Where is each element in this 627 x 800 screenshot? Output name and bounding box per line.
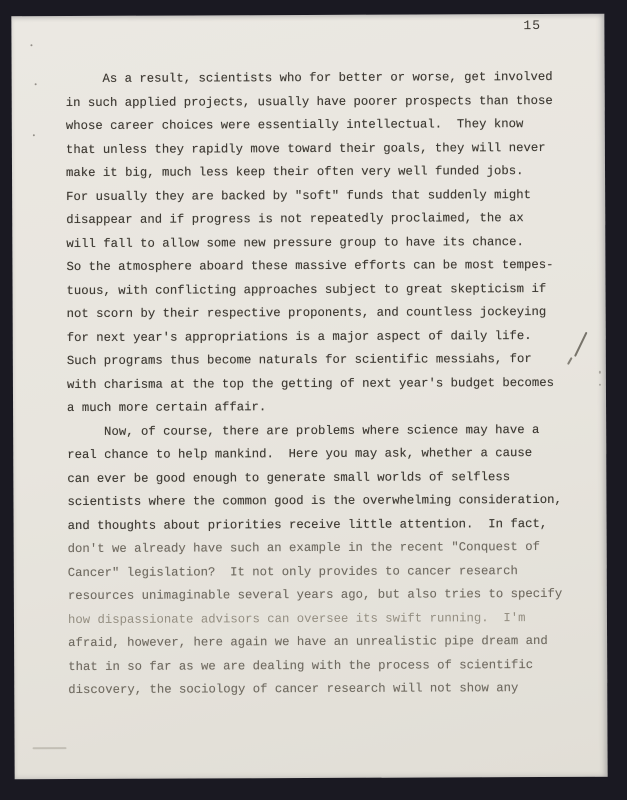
text-line: will fall to allow some new pressure group to have its chance. [66, 234, 524, 251]
text-line: scientists where the common good is the overwhelming consideration, [67, 492, 562, 510]
page-number: 15 [523, 17, 542, 34]
text-line: tuous, with conflicting approaches subject to great skepticism if [66, 281, 547, 298]
paper-speck [599, 371, 601, 374]
text-line: a much more certain affair. [67, 400, 267, 416]
text-line: For usually they are backed by "soft" funds that suddenly might [66, 187, 532, 204]
text-line: So the atmosphere aboard these massive efforts can be most tempes- [66, 257, 554, 275]
text-line: don't we already have such an example in the recent "Conquest of [67, 539, 540, 557]
text-line: discovery, the sociology of cancer research will not show any [68, 681, 519, 698]
text-line: afraid, however, here again we have an unrealistic pipe dream and [68, 633, 548, 651]
text-line: in such applied projects, usually have poorer prospects than those [65, 93, 553, 110]
text-line: can ever be good enough to generate small worlds of selfless [67, 469, 511, 486]
text-line: real chance to help mankind. Here you may ask, whether a cause [67, 446, 533, 463]
text-line: that unless they rapidly move toward their goals, they will never [65, 140, 546, 157]
paper-speck [30, 44, 32, 46]
text-line: resources unimaginable several years ago, but also tries to specify [67, 586, 563, 604]
text-line: Cancer" legislation? It not only provides to cancer research [67, 563, 518, 580]
text-line: whose career choices were essentially intellectual. They know [65, 117, 524, 134]
text-line: for next year's appropriations is a major aspect of daily life. [66, 328, 532, 345]
paper-speck [35, 83, 37, 85]
text-line: and thoughts about priorities receive little attention. In fact, [67, 516, 548, 533]
paper-speck [33, 134, 35, 136]
text-line: how dispassionate advisors can oversee its swift running. I'm [67, 610, 526, 627]
paper-smudge [33, 747, 67, 749]
document-page [11, 14, 607, 780]
text-line: As a result, scientists who for better or worse, get involved [65, 69, 553, 87]
document-body [66, 66, 589, 703]
paper-speck [599, 384, 601, 386]
text-line: Now, of course, there are problems where science may have a [67, 422, 540, 439]
text-line: not scorn by their respective proponents, and countless jockeying [66, 304, 547, 322]
text-line: that in so far as we are dealing with the process of scientific [68, 657, 534, 674]
text-line: Such programs thus become naturals for scientific messiahs, for [66, 352, 532, 369]
text-line: disappear and if progress is not repeatedly proclaimed, the ax [66, 211, 524, 228]
text-line: with charisma at the top the getting of next year's budget becomes [66, 375, 555, 392]
text-line: make it big, much less keep their often very well funded jobs. [65, 164, 524, 181]
